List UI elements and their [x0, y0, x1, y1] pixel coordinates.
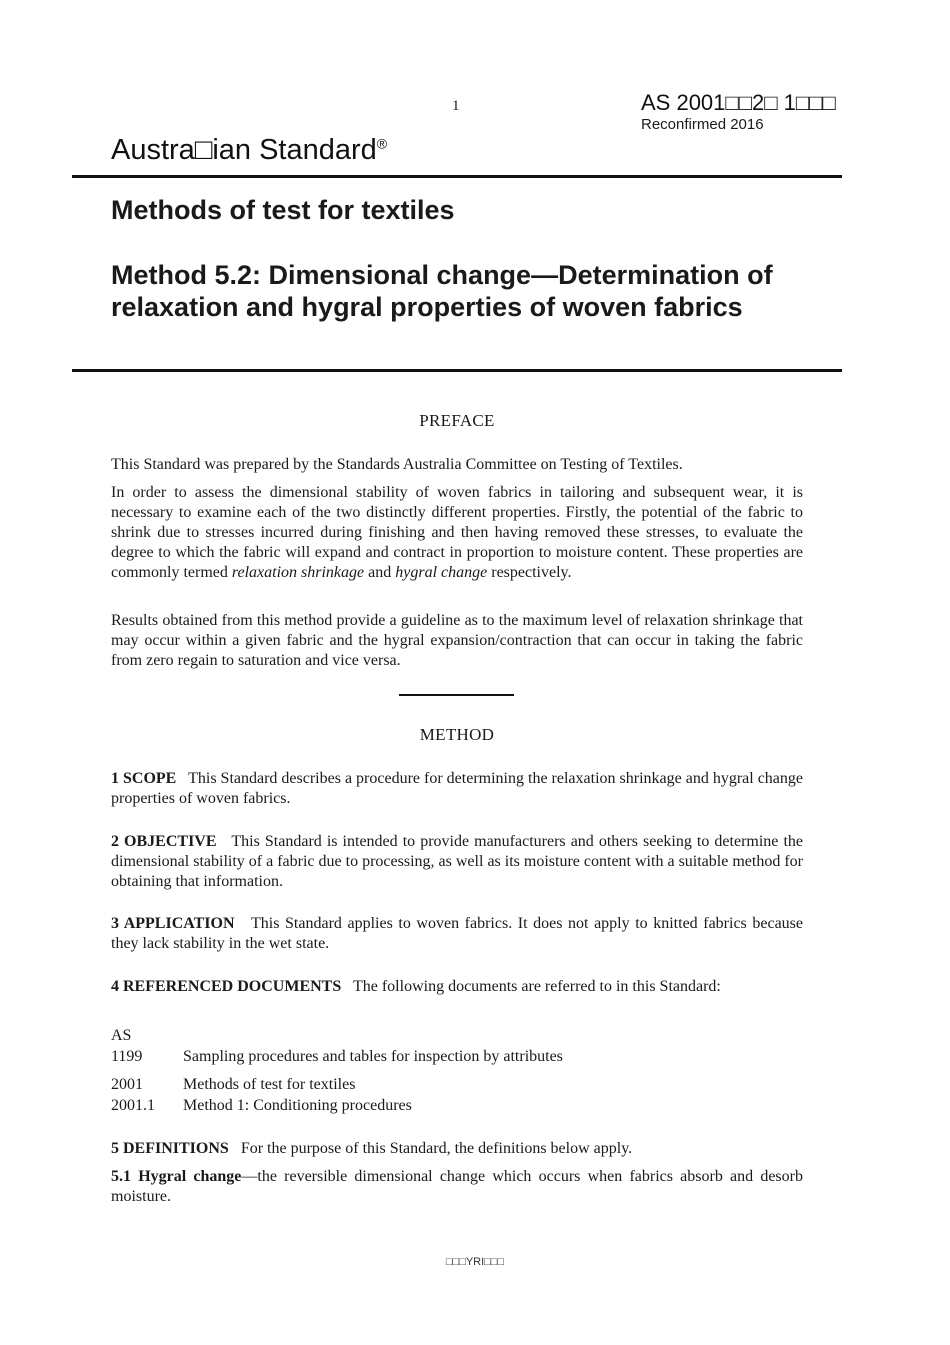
hygral-change-text: —the reversible dimensional change which occurs when fabrics absorb and desorb moisture. [111, 1168, 803, 1205]
page-footer: □□□YRI□□□ [445, 1256, 505, 1268]
preface-paragraph-3: Results obtained from this method provide a guideline as to the maximum level of relaxation shrinkage that may occur within a given fabric and the hygral expansion/contraction that can occur in taking the fabric from zero regain to saturation and vice versa. [111, 612, 803, 669]
preface-paragraph-2 [111, 483, 803, 583]
registered-mark: ® [376, 135, 388, 152]
section-application [111, 914, 803, 954]
method-heading: METHOD [419, 725, 495, 744]
top-divider [72, 175, 842, 178]
section-definitions [111, 1139, 803, 1159]
title-divider [72, 369, 842, 372]
application-heading: 3 APPLICATION [111, 915, 235, 932]
section-scope [111, 769, 803, 809]
preface-paragraph-1: This Standard was prepared by the Standards Australia Committee on Testing of Textiles. [111, 456, 683, 473]
scope-text: This Standard describes a procedure for determining the relaxation shrinkage and hygral change properties of woven fabrics. [111, 770, 804, 807]
section-referenced-documents [111, 977, 803, 997]
preface-heading: PREFACE [419, 411, 495, 430]
reference-prefix: AS [111, 1027, 132, 1044]
reference-title: Method 1: Conditioning procedures [183, 1097, 412, 1114]
reference-code: 1199 [111, 1048, 143, 1065]
reference-code: 2001.1 [111, 1097, 155, 1114]
referenced-documents-heading: 4 REFERENCED DOCUMENTS [111, 978, 342, 995]
reference-code: 2001 [111, 1076, 143, 1093]
reference-row [111, 1075, 355, 1095]
preface-p2-text: In order to assess the dimensional stability of woven fabrics in tailoring and subsequent wear, it is necessary to examine each of the two distinctly different properties. Firstly, the potential of the fabric to shrink due to stresses incurred during finishing and then having removed these stresses, to evaluate the degree to which the fabric will expand and contract in proportion to moisture content. These properties are commonly termed [111, 484, 803, 581]
reconfirmed-note: Reconfirmed 2016 [641, 116, 764, 133]
hygral-change-heading: 5.1 Hygral change [111, 1168, 242, 1185]
term-relaxation-shrinkage: relaxation shrinkage [231, 564, 365, 581]
reference-row [111, 1096, 412, 1116]
term-hygral-change: hygral change [395, 564, 488, 581]
reference-title: Methods of test for textiles [183, 1076, 356, 1093]
section-divider [399, 694, 514, 696]
preface-p2-and: and [364, 564, 396, 581]
series-title: Methods of test for textiles [111, 195, 455, 225]
reference-row [111, 1047, 563, 1067]
section-objective [111, 832, 803, 892]
referenced-documents-text: The following documents are referred to in this Standard: [352, 978, 721, 995]
page-number: 1 [452, 98, 460, 114]
objective-heading: 2 OBJECTIVE [111, 833, 217, 850]
reference-title: Sampling procedures and tables for inspection by attributes [183, 1048, 563, 1065]
standard-code: AS 2001□□2□ 1□□□ [641, 90, 836, 115]
method-title: Method 5.2: Dimensional change—Determination of relaxation and hygral properties of woven fabrics [111, 260, 773, 322]
scope-heading: 1 SCOPE [111, 770, 177, 787]
preface-p2-end: respectively. [487, 564, 572, 581]
definition-hygral-change [111, 1167, 803, 1207]
brand-text: Austra□ian Standard [111, 134, 377, 166]
objective-text: This Standard is intended to provide manufacturers and others seeking to determine the dimensional stability of a fabric due to processing, as well as its moisture content with a suitable method for obtaining that information. [111, 833, 804, 890]
definitions-heading: 5 DEFINITIONS [111, 1140, 229, 1157]
brand-title [111, 134, 387, 167]
application-text: This Standard applies to woven fabrics. It does not apply to knitted fabrics because they lack stability in the wet state. [111, 915, 804, 952]
definitions-text: For the purpose of this Standard, the definitions below apply. [240, 1140, 633, 1157]
